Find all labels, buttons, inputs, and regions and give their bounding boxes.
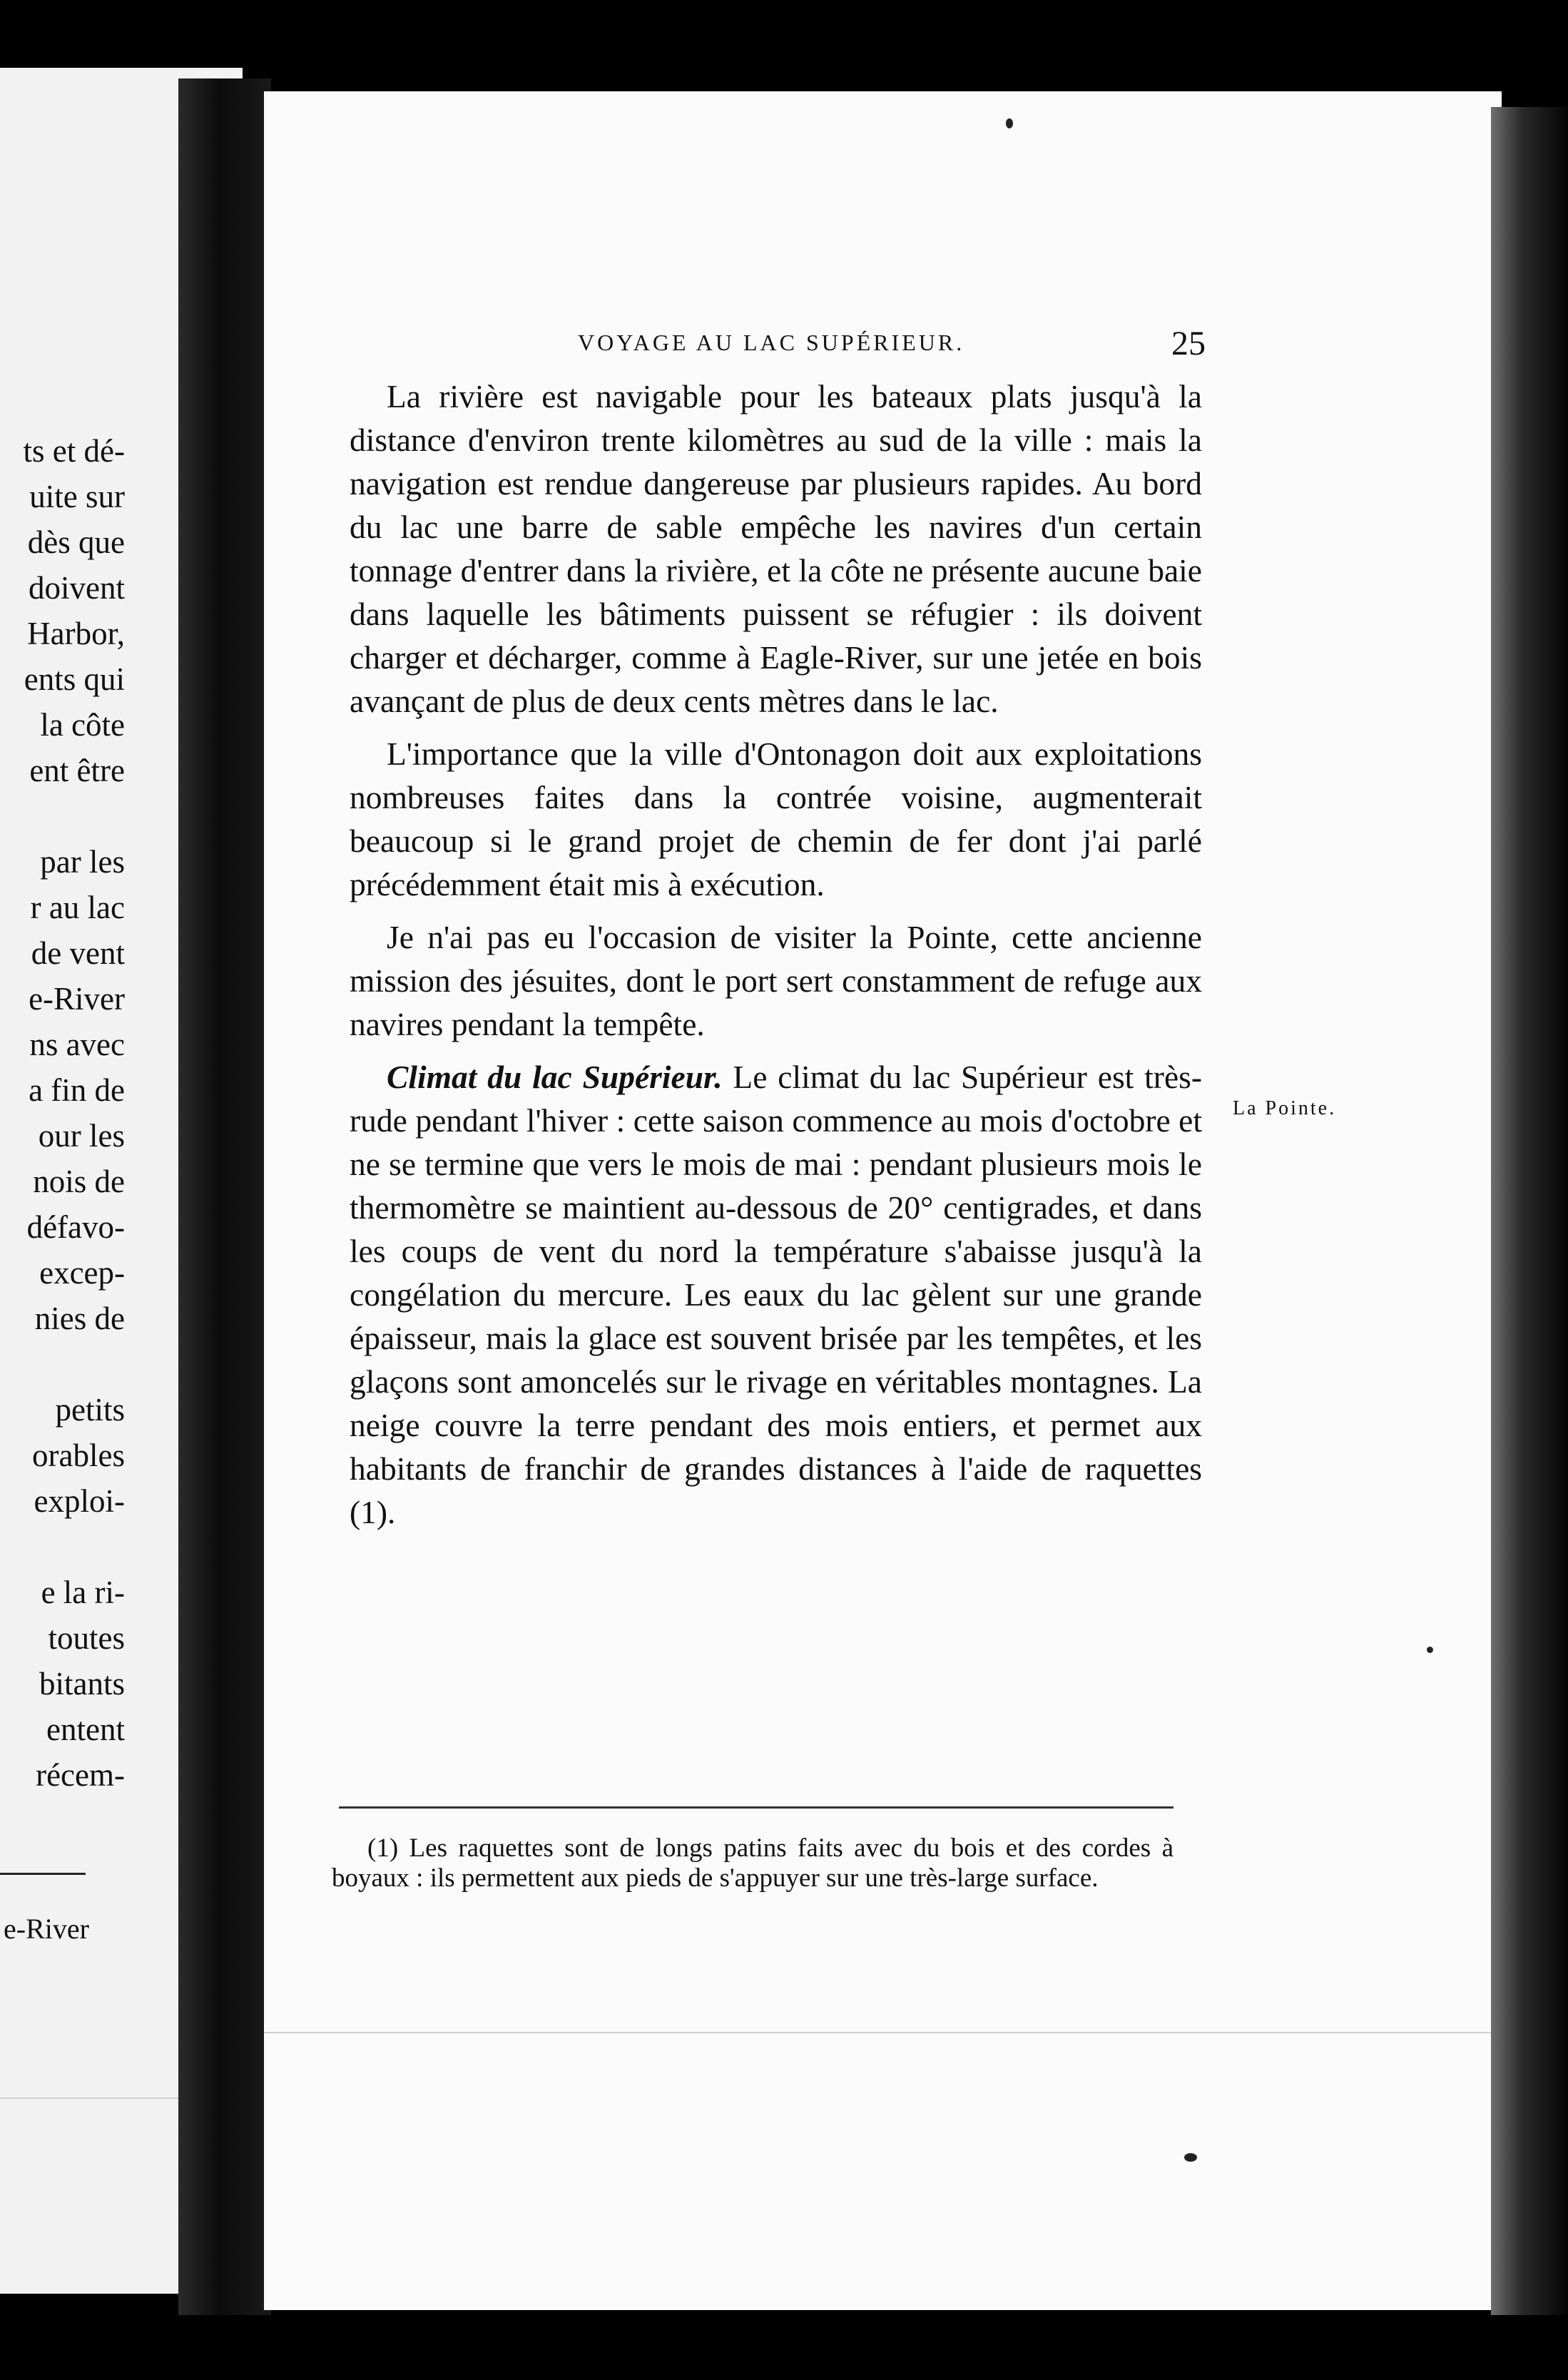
left-page-line: excep-: [39, 1255, 125, 1291]
scan-speck: [1184, 2153, 1197, 2162]
left-page-line: de vent: [31, 935, 125, 971]
left-page-line: bitants: [39, 1666, 125, 1702]
left-page-line: dès que: [27, 524, 125, 560]
page-number: 25: [1171, 325, 1206, 362]
left-page-line: e la ri-: [41, 1575, 125, 1610]
left-page-line: doivent: [29, 570, 125, 606]
footnote: (1) Les raquettes sont de longs patins faits avec du bois et des cordes à boyaux : ils permettent aux pieds de s'appuyer sur une très-large surface.: [332, 1834, 1174, 1893]
left-page-line: [0, 793, 125, 839]
left-page-line: la côte: [40, 707, 125, 743]
left-page-line: Harbor,: [27, 616, 125, 651]
left-page-line: toutes: [48, 1620, 125, 1656]
left-page-line: ns avec: [29, 1027, 125, 1062]
left-page-line: [0, 1524, 125, 1570]
section-title: Climat du lac Supérieur.: [387, 1059, 723, 1095]
left-page-line: récem-: [36, 1757, 125, 1793]
left-footnote-rule: [0, 1873, 86, 1875]
left-page-line: nies de: [34, 1301, 125, 1336]
left-page-line: orables: [32, 1438, 125, 1473]
left-page-line: e-River: [29, 981, 125, 1017]
scan-border-top: [0, 0, 1568, 78]
paragraph: Je n'ai pas eu l'occasion de visiter la Pointe, cette ancienne mission des jésuites, dont le port sert constamment de refuge aux navires pendant la tempête.: [350, 919, 1202, 1042]
book-gutter: [178, 78, 271, 2319]
left-page-line: par les: [40, 844, 125, 880]
paragraph: L'importance que la ville d'Ontonagon doit aux exploitations nombreuses faites dans la contrée voisine, augmenterait beaucoup si le grand projet de chemin de fer dont j'ai parlé précédemment était mis à exécution.: [350, 736, 1202, 902]
page-header: [578, 325, 1206, 365]
section-text: Le climat du lac Supérieur est très-rude pendant l'hiver : cette saison commence au mois d'octobre et ne se termine que vers le mois de mai : pendant plusieurs mois le thermomètre se maintient au-dessous de 20° centigrades, et dans les coups de vent du nord la température s'abaisse jusqu'à la congélation du mercure. Les eaux du lac gèlent sur une grande épaisseur, mais la glace est souvent brisée par les tempêtes, et les glaçons sont amoncelés sur le rivage en véritables montagnes. La neige couvre la terre pendant des mois entiers, et permet aux habitants de franchir de grandes distances à l'aide de raquettes (1).: [350, 1059, 1203, 1530]
paragraph: La rivière est navigable pour les bateaux plats jusqu'à la distance d'environ trente kilomètres au sud de la ville : mais la navigation est rendue dangereuse par plusieurs rapides. Au bord du lac une barre de sable empêche les navires d'un certain tonnage d'entrer dans la rivière, et la côte ne présente aucune baie dans laquelle les bâtiments puissent se réfugier : ils doivent charger et décharger, comme à Eagle-River, sur une jetée en bois avançant de plus de deux cents mètres dans le lac.: [350, 378, 1202, 719]
scan-border-bottom: [0, 2315, 1568, 2380]
left-page-footnote: e-River: [4, 1913, 89, 1945]
left-page-line: ents qui: [24, 661, 125, 697]
scan-speck: [1427, 1647, 1433, 1653]
paragraph-climat: [350, 1055, 1202, 1534]
left-page-line: nois de: [33, 1164, 125, 1199]
scan-artifact-line: [264, 2032, 1502, 2033]
left-page-line: a fin de: [29, 1072, 125, 1108]
left-page-line: défavo-: [26, 1209, 125, 1245]
left-page-line: exploi-: [34, 1483, 125, 1519]
running-title: VOYAGE AU LAC SUPÉRIEUR.: [578, 330, 965, 355]
left-page-line: [0, 1341, 125, 1387]
left-page-line: petits: [55, 1392, 125, 1428]
footnote-rule: [339, 1806, 1174, 1809]
main-text: [350, 375, 1202, 1543]
left-page-line: entent: [46, 1712, 125, 1747]
left-page-line: ent être: [29, 753, 125, 788]
left-page-line: our les: [38, 1118, 125, 1154]
page-edge-shadow: [1491, 107, 1568, 2319]
left-page-line: uite sur: [29, 479, 125, 514]
left-page-line: ts et dé-: [23, 433, 125, 469]
left-page-text: [0, 428, 125, 1798]
left-page-line: r au lac: [30, 890, 125, 925]
scan-speck: [1006, 118, 1013, 128]
margin-note: La Pointe.: [1233, 1097, 1337, 1119]
